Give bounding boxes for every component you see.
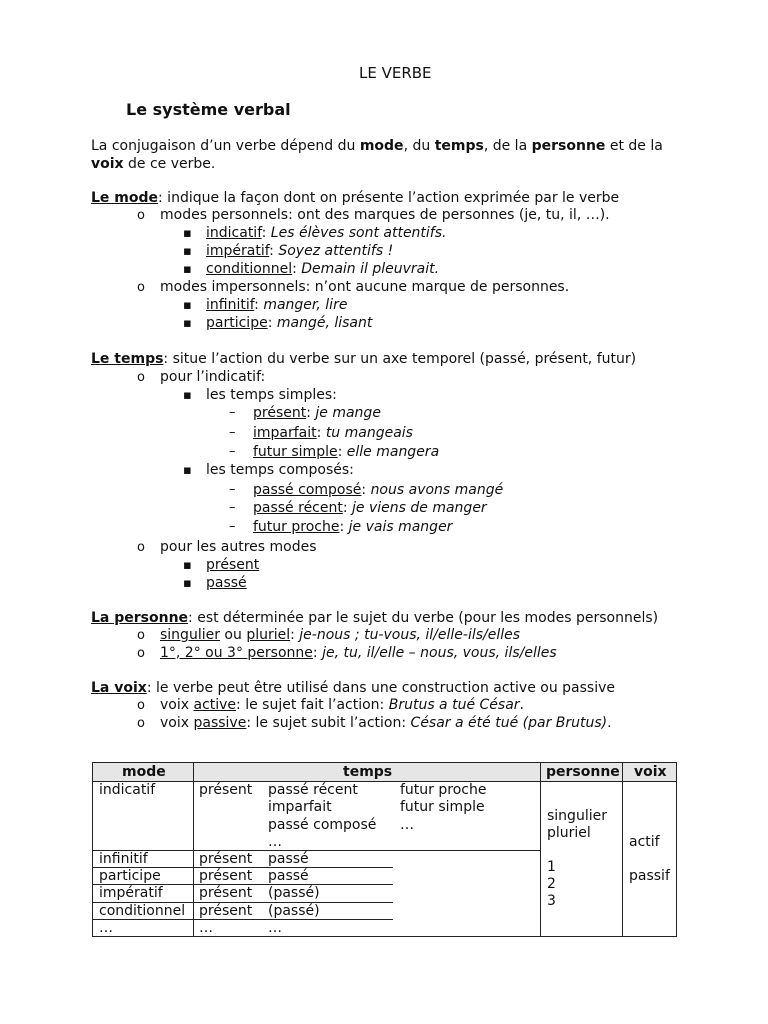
- table-divider: [622, 763, 623, 936]
- temps-heading: Le temps: situe l’action du verbe sur un axe temporel (passé, présent, futur): [91, 351, 637, 367]
- cell-indicatif-col3: …: [400, 817, 414, 833]
- temps-passe-recent: passé récent: je viens de manger: [253, 500, 487, 516]
- table-divider: [93, 850, 540, 851]
- cell-indicatif-col2: imparfait: [268, 799, 332, 815]
- cell-mode: conditionnel: [99, 903, 186, 919]
- cell-mode: infinitif: [99, 851, 148, 867]
- voix-passive: voix passive: le sujet subit l’action: César a été tué (par Brutus).: [160, 715, 612, 731]
- circle-bullet: o: [137, 370, 145, 385]
- personne-heading: La personne: est déterminée par le sujet du verbe (pour les modes personnels): [91, 610, 659, 626]
- mode-participe: participe: mangé, lisant: [206, 315, 373, 331]
- circle-bullet: o: [137, 628, 145, 643]
- intro-voix: voix: [91, 156, 124, 172]
- dash-bullet: –: [229, 500, 236, 515]
- circle-bullet: o: [137, 698, 145, 713]
- cell-temps: passé: [268, 851, 309, 867]
- mode-infinitif: infinitif: manger, lire: [206, 297, 348, 313]
- cell-indicatif-present: présent: [199, 782, 253, 798]
- personne-ordre: 1°, 2° ou 3° personne: je, tu, il/elle – nous, vous, ils/elles: [160, 645, 557, 661]
- temps-futur-proche: futur proche: je vais manger: [253, 519, 453, 535]
- cell-indicatif-col3: futur simple: [400, 799, 485, 815]
- cell-indicatif-col2: passé récent: [268, 782, 358, 798]
- temps-autres-modes: pour les autres modes: [160, 539, 317, 555]
- cell-personne-1: 1: [547, 859, 556, 875]
- cell-indicatif-col2: …: [268, 834, 282, 850]
- cell-indicatif-col2: passé composé: [268, 817, 377, 833]
- temps-passe-compose: passé composé: nous avons mangé: [253, 482, 504, 498]
- square-bullet: ▪: [183, 262, 192, 277]
- temps-composes: les temps composés:: [206, 462, 354, 478]
- temps-present: présent: je mange: [253, 405, 381, 421]
- cell-temps: (passé): [268, 903, 320, 919]
- header-voix: voix: [634, 764, 667, 780]
- circle-bullet: o: [137, 208, 145, 223]
- cell-indicatif-col3: futur proche: [400, 782, 487, 798]
- temps-autres-present: présent: [206, 557, 260, 573]
- cell-mode: participe: [99, 868, 161, 884]
- page-title: LE VERBE: [359, 64, 432, 82]
- cell-temps: présent: [199, 868, 253, 884]
- modes-impersonnels: modes impersonnels: n’ont aucune marque de personnes.: [160, 279, 570, 295]
- temps-simples: les temps simples:: [206, 387, 337, 403]
- dash-bullet: –: [229, 425, 236, 440]
- square-bullet: ▪: [183, 558, 192, 573]
- cell-temps: …: [268, 920, 282, 936]
- header-mode: mode: [122, 764, 166, 780]
- cell-mode: impératif: [99, 885, 163, 901]
- mode-conditionnel: conditionnel: Demain il pleuvrait.: [206, 261, 440, 277]
- square-bullet: ▪: [183, 316, 192, 331]
- circle-bullet: o: [137, 280, 145, 295]
- square-bullet: ▪: [183, 298, 192, 313]
- section-title: Le système verbal: [126, 100, 291, 119]
- circle-bullet: o: [137, 540, 145, 555]
- intro-personne: personne: [531, 138, 606, 154]
- cell-temps: …: [199, 920, 213, 936]
- cell-temps: présent: [199, 903, 253, 919]
- summary-table: [92, 762, 677, 937]
- cell-mode-indicatif: indicatif: [99, 782, 156, 798]
- cell-temps: présent: [199, 885, 253, 901]
- dash-bullet: –: [229, 519, 236, 534]
- circle-bullet: o: [137, 716, 145, 731]
- intro-mode: mode: [359, 138, 404, 154]
- mode-imperatif: impératif: Soyez attentifs !: [206, 243, 394, 259]
- cell-mode: …: [99, 920, 113, 936]
- intro-line-2: voix de ce verbe.: [91, 156, 216, 172]
- dash-bullet: –: [229, 482, 236, 497]
- voix-active: voix active: le sujet fait l’action: Brutus a tué César.: [160, 697, 524, 713]
- mode-heading: Le mode: indique la façon dont on présente l’action exprimée par le verbe: [91, 190, 620, 206]
- dash-bullet: –: [229, 444, 236, 459]
- intro-temps: temps: [434, 138, 484, 154]
- cell-voix-actif: actif: [629, 834, 660, 850]
- cell-temps: (passé): [268, 885, 320, 901]
- modes-personnels: modes personnels: ont des marques de personnes (je, tu, il, …).: [160, 207, 610, 223]
- intro-line-1: La conjugaison d’un verbe dépend du mode, du temps, de la personne et de la: [91, 138, 663, 154]
- cell-personne-singulier: singulier: [547, 808, 607, 824]
- cell-temps: passé: [268, 868, 309, 884]
- table-divider: [93, 781, 676, 782]
- personne-nombre: singulier ou pluriel: je-nous ; tu-vous, il/elle-ils/elles: [160, 627, 521, 643]
- header-temps: temps: [343, 764, 393, 780]
- square-bullet: ▪: [183, 226, 192, 241]
- temps-autres-passe: passé: [206, 575, 247, 591]
- square-bullet: ▪: [183, 244, 192, 259]
- temps-pour-indicatif: pour l’indicatif:: [160, 369, 266, 385]
- cell-temps: présent: [199, 851, 253, 867]
- header-personne: personne: [546, 764, 620, 780]
- circle-bullet: o: [137, 646, 145, 661]
- cell-personne-pluriel: pluriel: [547, 825, 591, 841]
- table-divider: [540, 763, 541, 936]
- voix-heading: La voix: le verbe peut être utilisé dans une construction active ou passive: [91, 680, 616, 696]
- dash-bullet: –: [229, 405, 236, 420]
- cell-personne-3: 3: [547, 893, 556, 909]
- temps-futur-simple: futur simple: elle mangera: [253, 444, 440, 460]
- cell-personne-2: 2: [547, 876, 556, 892]
- square-bullet: ▪: [183, 388, 192, 403]
- square-bullet: ▪: [183, 463, 192, 478]
- square-bullet: ▪: [183, 576, 192, 591]
- cell-voix-passif: passif: [629, 868, 670, 884]
- temps-imparfait: imparfait: tu mangeais: [253, 425, 413, 441]
- mode-indicatif: indicatif: Les élèves sont attentifs.: [206, 225, 447, 241]
